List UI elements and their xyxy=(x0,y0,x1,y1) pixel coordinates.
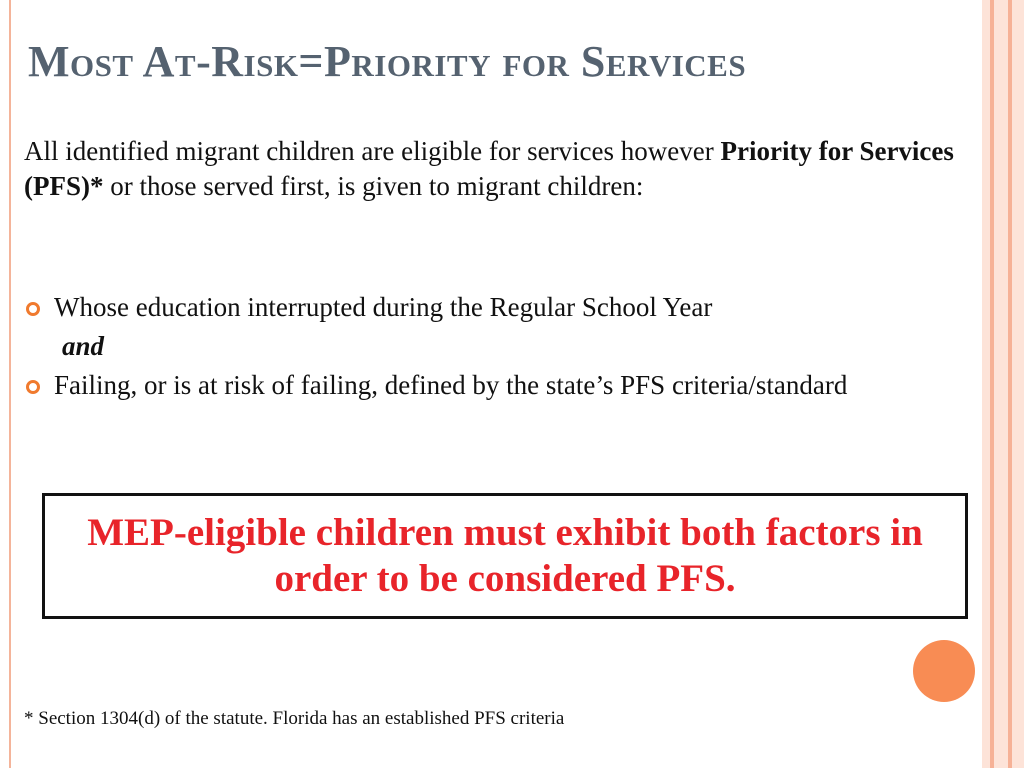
bullet-list xyxy=(24,290,984,403)
orange-circle-icon xyxy=(913,640,975,702)
callout-text: MEP-eligible children must exhibit both factors in order to be considered PFS. xyxy=(87,511,923,600)
orange-ring-bullet-icon xyxy=(26,380,40,394)
bullet-item-failing xyxy=(24,368,984,403)
footnote: * Section 1304(d) of the statute. Florida has an established PFS criteria xyxy=(24,708,565,729)
intro-text-bold: Priority for Services (PFS)* xyxy=(24,136,954,201)
bullet-item-education-interrupted xyxy=(24,290,984,325)
intro-text-part2: or those served first, is given to migrant children: xyxy=(103,171,644,201)
connector-and: and xyxy=(62,331,105,361)
stripe xyxy=(994,0,1008,768)
bullet-text: Whose education interrupted during the Regular School Year xyxy=(54,292,713,322)
left-frame-line xyxy=(9,0,11,768)
bullet-text: Failing, or is at risk of failing, defined by the state’s PFS criteria/standard xyxy=(54,370,848,400)
stripe xyxy=(1012,0,1024,768)
intro-text-part1: All identified migrant children are eligible for services however xyxy=(24,136,721,166)
right-decorative-stripes xyxy=(982,0,1024,768)
intro-paragraph xyxy=(24,134,984,204)
orange-ring-bullet-icon xyxy=(26,302,40,316)
callout-box xyxy=(42,493,968,619)
slide-title: Most At-Risk=Priority for Services xyxy=(28,37,747,86)
